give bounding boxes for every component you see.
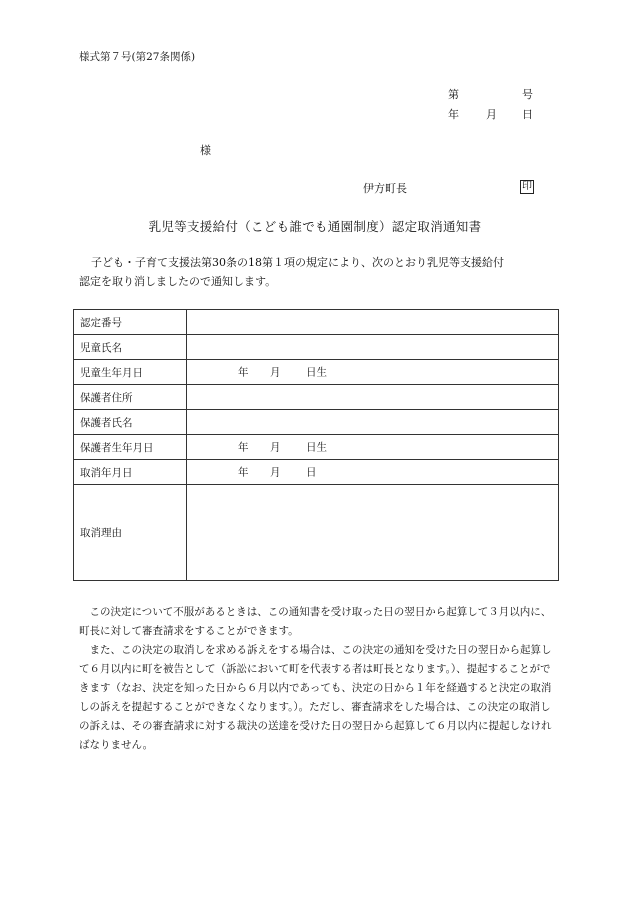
seal-mark: 印 <box>522 181 532 192</box>
label-guardian-birthdate: 保護者生年月日 <box>74 435 187 460</box>
month-label: 月 <box>270 466 281 479</box>
intro-line-1: 子ども・子育て支援法第30条の18第１項の規定により、次のとおり乳児等支援給付 <box>91 256 504 269</box>
table-row <box>74 435 559 460</box>
month-label: 月 <box>270 441 281 454</box>
value-guardian-name <box>187 410 559 435</box>
certificate-table <box>73 309 559 581</box>
year-label: 年 <box>238 366 249 379</box>
table-row <box>74 310 559 335</box>
label-certification-number: 認定番号 <box>74 310 187 335</box>
date-year-label: 年 <box>448 108 459 121</box>
form-number: 様式第７号(第27条関係) <box>79 51 196 63</box>
appeal-paragraph-1: この決定について不服があるときは、この通知書を受け取った日の翌日から起算して３月以内に、町長に対して審査請求をすることができます。 <box>79 606 552 637</box>
label-guardian-name: 保護者氏名 <box>74 410 187 435</box>
table-row <box>74 335 559 360</box>
day-label: 日生 <box>306 366 327 379</box>
value-guardian-address <box>187 385 559 410</box>
intro-line-2: 認定を取り消しましたので通知します。 <box>79 275 277 288</box>
table-row <box>74 360 559 385</box>
value-certification-number <box>187 310 559 335</box>
value-child-name <box>187 335 559 360</box>
value-cancellation-reason <box>187 485 559 581</box>
table-row <box>74 460 559 485</box>
value-cancellation-date <box>187 460 559 485</box>
label-cancellation-date: 取消年月日 <box>74 460 187 485</box>
value-guardian-birthdate <box>187 435 559 460</box>
table-row <box>74 410 559 435</box>
value-child-birthdate <box>187 360 559 385</box>
addressee-honorific: 様 <box>200 144 211 157</box>
label-child-birthdate: 児童生年月日 <box>74 360 187 385</box>
date-month-label: 月 <box>486 108 497 121</box>
date-day-label: 日 <box>522 108 533 121</box>
document-number-suffix: 号 <box>522 88 533 101</box>
day-label: 日 <box>306 466 317 479</box>
year-label: 年 <box>238 441 249 454</box>
appeal-notice <box>79 603 553 755</box>
issuer-title: 伊方町長 <box>363 182 407 195</box>
label-guardian-address: 保護者住所 <box>74 385 187 410</box>
table-row <box>74 385 559 410</box>
document-number-prefix: 第 <box>448 88 459 101</box>
day-label: 日生 <box>306 441 327 454</box>
label-child-name: 児童氏名 <box>74 335 187 360</box>
table-row <box>74 485 559 581</box>
appeal-paragraph-2: また、この決定の取消しを求める訴えをする場合は、この決定の通知を受けた日の翌日から起算して６月以内に町を被告として（訴訟において町を代表する者は町長となります。）、提起することができます（なお、決定を知った日から６月以内であっても、決定の日から１年を経過すると決定の取消しの訴えを提起することができなくなります。）。ただし、審査請求をした場合は、この決定の取消しの訴えは、その審査請求に対する裁決の送達を受けた日の翌日から起算して６月以内に提起しなければなりません。 <box>79 644 552 751</box>
label-cancellation-reason: 取消理由 <box>74 485 187 581</box>
month-label: 月 <box>270 366 281 379</box>
document-title: 乳児等支援給付（こども誰でも通園制度）認定取消通知書 <box>148 219 482 234</box>
year-label: 年 <box>238 466 249 479</box>
